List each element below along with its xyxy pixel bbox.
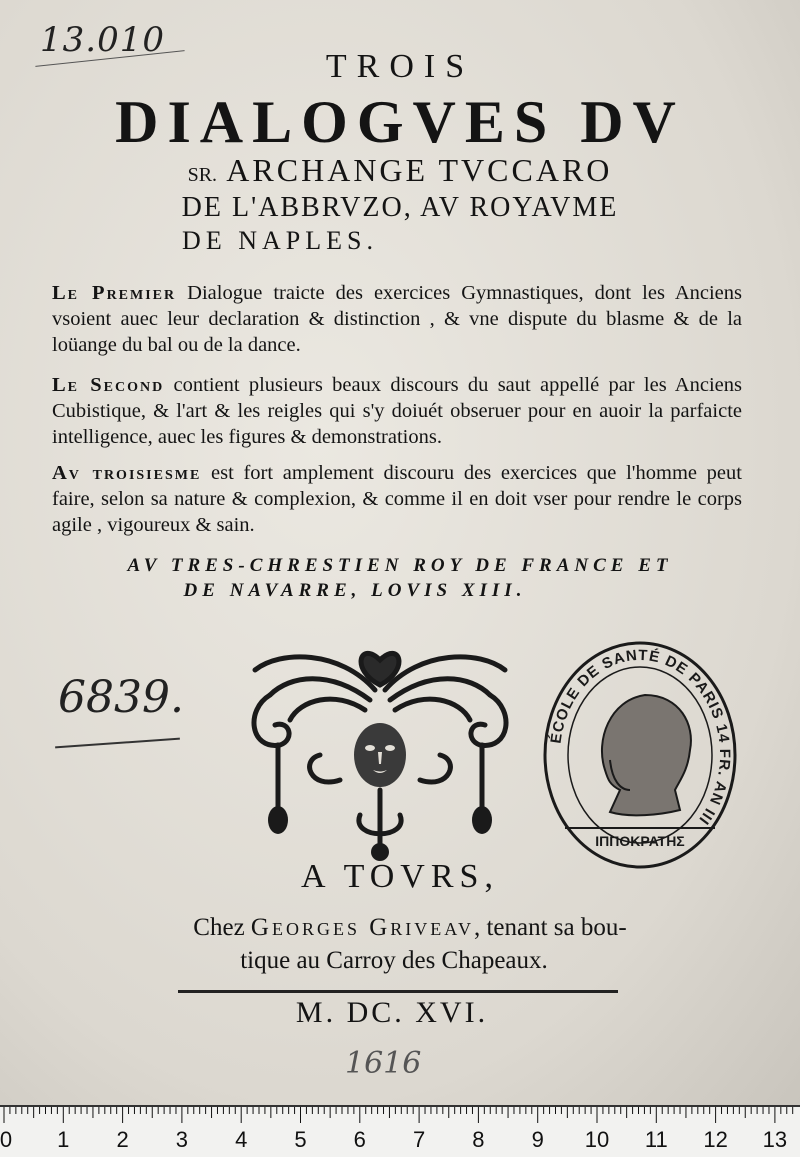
printers-ornament-icon — [240, 640, 520, 865]
paragraph-text: Dialogue traicte des exercices Gymnastiques, dont les Anciens vsoient auec leur declaration & distinction , & vne dispute du blasme & de la loüange du bal ou de la dance. — [52, 282, 743, 356]
paragraph-lead: Av troisiesme — [52, 462, 202, 484]
ruler-label: 13 — [762, 1127, 788, 1152]
title-honorific: SR. — [187, 164, 218, 186]
library-stamp-icon — [540, 640, 740, 880]
title-line-3 — [0, 152, 800, 189]
paragraph-lead: Le Second — [52, 374, 165, 396]
paragraph-lead: Le Premier — [52, 282, 177, 304]
title-line-4: DE L'ABBRVZO, AV ROYAVME — [181, 192, 619, 223]
ruler-label: 9 — [531, 1127, 544, 1152]
stamp-ring-text: ÉCOLE DE SANTÉ DE PARIS 14 FR. AN III — [547, 646, 734, 829]
ruler-label: 5 — [294, 1127, 307, 1152]
paragraph-text: est fort amplement discouru des exercices que l'homme peut faire, selon sa nature & complexion, & comme il en doit vser pour rendre le corps agile , vigoureux & sain. — [52, 462, 742, 536]
handwritten-year: 1616 — [345, 1046, 422, 1081]
ruler-label: 0 — [0, 1127, 13, 1152]
title-line-2: DIALOGVES DV — [115, 89, 685, 155]
printer-prefix: Chez — [193, 914, 245, 941]
stamp-name: ΙΠΠΟΚΡΑΤΗΣ — [595, 833, 685, 849]
inventory-underline — [55, 738, 180, 749]
handwritten-inventory-number: 6839. — [58, 672, 184, 723]
ruler-label: 3 — [175, 1127, 189, 1152]
ruler-label: 10 — [584, 1127, 610, 1152]
imprint-address: tique au Carroy des Chapeaux. — [240, 947, 548, 974]
imprint-printer — [10, 914, 800, 942]
dedication-line-2: DE NAVARRE, LOVIS XIII. — [183, 580, 527, 601]
ruler-label: 6 — [353, 1127, 366, 1152]
title-line-5: DE NAPLES. — [182, 226, 378, 255]
ruler-label: 12 — [703, 1127, 728, 1152]
ruler-label: 2 — [116, 1127, 129, 1152]
printer-name: Georges Griveav — [250, 914, 474, 941]
dedication-line-1: AV TRES-CHRESTIEN ROY DE FRANCE ET — [127, 555, 673, 576]
paragraph-third-dialogue — [52, 460, 742, 538]
author-name: ARCHANGE TVCCARO — [226, 152, 613, 188]
imprint-date: M. DC. XVI. — [295, 996, 489, 1029]
paragraph-first-dialogue — [52, 280, 742, 358]
measuring-ruler — [0, 1105, 800, 1157]
paragraph-second-dialogue — [52, 372, 742, 450]
printer-suffix: , tenant sa bou- — [473, 914, 627, 941]
ruler-label: 11 — [644, 1127, 668, 1152]
ruler-label: 4 — [235, 1127, 248, 1152]
imprint-city: A TOVRS, — [301, 858, 499, 895]
paragraph-text: contient plusieurs beaux discours du saut appellé par les Anciens Cubistique, & l'art & les reigles qui s'y doiuét obseruer pour en auoir la parfaicte intelligence, auec les figures & demonstrations. — [52, 374, 742, 448]
ruler-label: 8 — [472, 1127, 485, 1152]
handwritten-shelfmark: 13.010 — [40, 20, 165, 60]
title-line-1: TROIS — [325, 48, 475, 85]
ruler-label: 7 — [412, 1127, 426, 1152]
imprint-rule — [178, 990, 618, 993]
ruler-label: 1 — [57, 1127, 70, 1152]
